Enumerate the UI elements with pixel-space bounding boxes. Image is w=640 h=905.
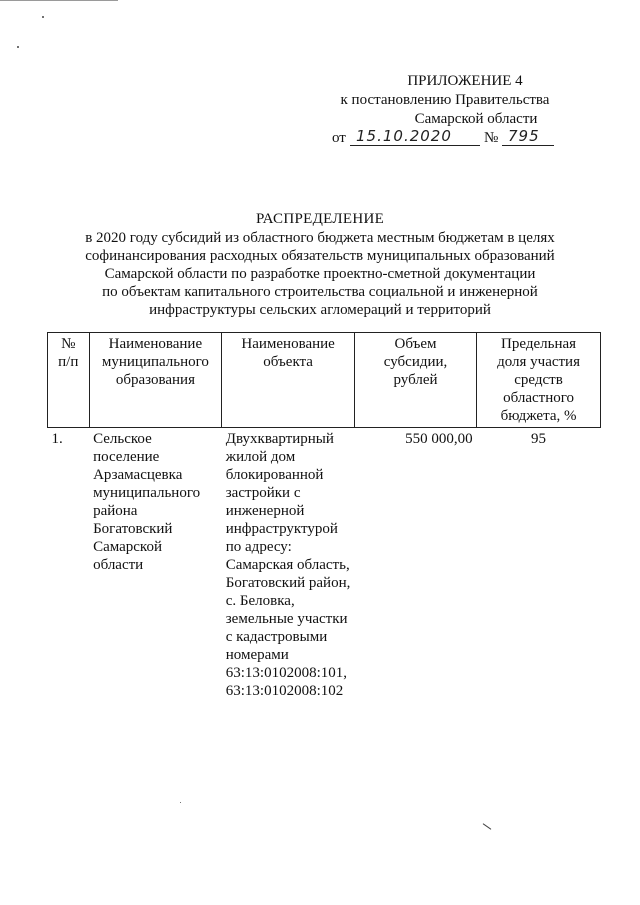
decree-date-number-row <box>332 129 572 149</box>
number-underline <box>502 145 554 146</box>
appendix-title: ПРИЛОЖЕНИЕ 4 <box>407 73 523 89</box>
row-object: Двухквартирный жилой дом блокированной застройки с инженерной инфраструктурой по адресу: Самарская область, Богатовский район, с. Беловка, земельные участки с кадастровыми номерами 63:13:0102008:101, 63:13:0102008:102 <box>222 428 355 703</box>
header-municipality: Наименование муниципального образования <box>89 333 222 428</box>
table-row <box>48 428 601 703</box>
decree-date: 15.10.2020 <box>356 127 452 145</box>
document-title <box>70 210 570 319</box>
title-heading: РАСПРЕДЕЛЕНИЕ <box>255 211 385 227</box>
scan-speck <box>42 16 44 18</box>
title-line: Самарской области по разработке проектно-сметной документации <box>104 266 536 282</box>
appendix-decree-ref: к постановлению Правительства <box>340 92 550 108</box>
scan-speck <box>180 802 181 803</box>
title-line: инфраструктуры сельских агломераций и территорий <box>149 302 491 318</box>
row-subsidy-amount: 550 000,00 <box>354 428 476 703</box>
appendix-region: Самарской области <box>414 111 538 127</box>
row-share: 95 <box>477 428 601 703</box>
title-line: в 2020 году субсидий из областного бюджета местным бюджетам в целях <box>85 230 555 246</box>
header-share: Предельная доля участия средств областного бюджета, % <box>477 333 601 428</box>
scan-mark <box>483 823 492 830</box>
distribution-table <box>47 332 601 702</box>
row-number: 1. <box>48 428 90 703</box>
scan-edge-line <box>0 0 118 1</box>
title-line: по объектам капитального строительства социальной и инженерной <box>102 284 538 300</box>
date-prefix: от <box>332 130 346 146</box>
number-prefix: № <box>484 130 499 146</box>
date-underline <box>350 145 480 146</box>
table-header-row <box>48 333 601 428</box>
header-subsidy-amount: Объем субсидии, рублей <box>354 333 476 428</box>
scan-speck <box>17 46 19 48</box>
header-object: Наименование объекта <box>222 333 355 428</box>
row-municipality: Сельское поселение Арзамасцевка муниципального района Богатовский Самарской области <box>89 428 222 703</box>
header-number: № п/п <box>48 333 90 428</box>
decree-number: 795 <box>508 127 540 145</box>
title-line: софинансирования расходных обязательств муниципальных образований <box>85 248 555 264</box>
appendix-header <box>300 72 590 146</box>
